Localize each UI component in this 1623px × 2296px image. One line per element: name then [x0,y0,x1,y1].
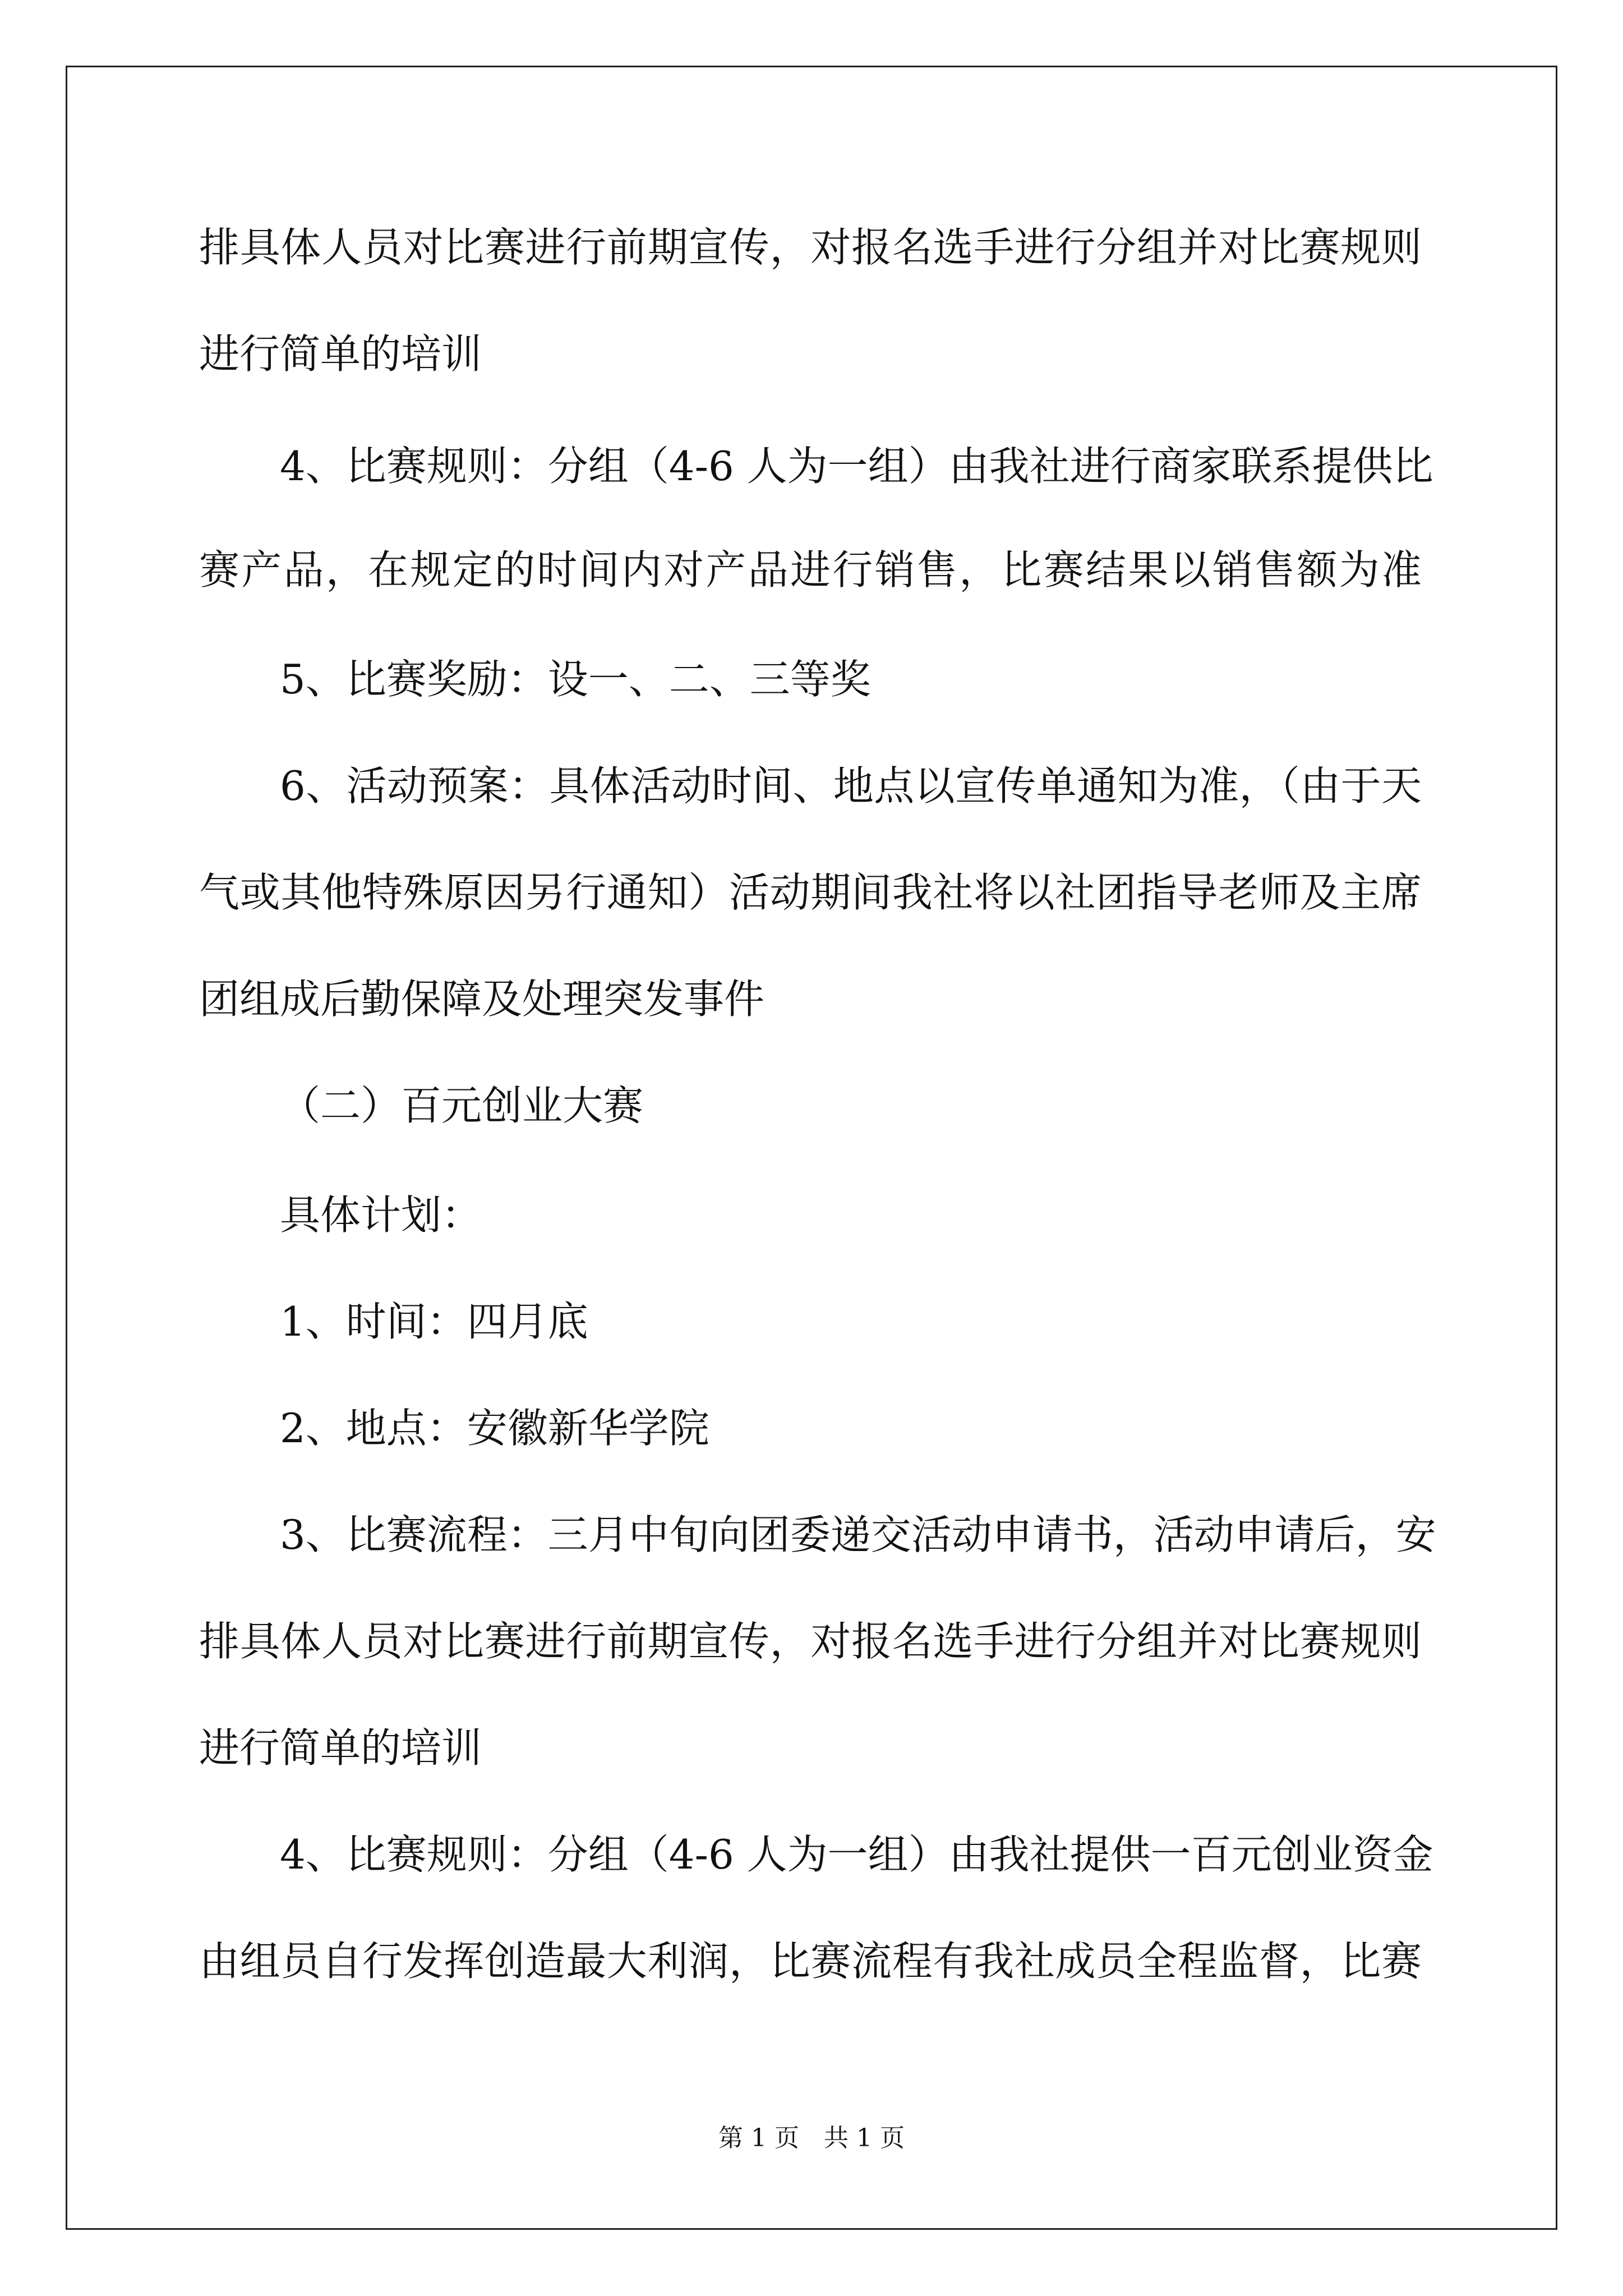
text-line: 进行简单的培训 [199,330,482,378]
text-line: 气或其他特殊原因另行通知）活动期间我社将以社团指导老师及主席 [199,869,1422,916]
text-line: 赛产品，在规定的时间内对产品进行销售，比赛结果以销售额为准 [199,546,1422,593]
text-line: 1、时间：四月底 [280,1298,588,1345]
text-line: 进行简单的培训 [199,1724,482,1772]
text-line: 2、地点：安徽新华学院 [280,1405,709,1452]
text-line: 由组员自行发挥创造最大利润，比赛流程有我社成员全程监督，比赛 [199,1938,1422,1985]
text-line: 4、比赛规则：分组（4-6 人为一组）由我社提供一百元创业资金 [280,1831,1433,1878]
text-line: 6、活动预案：具体活动时间、地点以宣传单通知为准，（由于天 [280,762,1422,809]
text-line: 5、比赛奖励：设一、二、三等奖 [280,656,871,703]
text-line: 团组成后勤保障及处理突发事件 [199,976,765,1023]
page-border [66,66,1557,2230]
text-line: 4、比赛规则：分组（4-6 人为一组）由我社进行商家联系提供比 [280,443,1433,490]
text-line: 排具体人员对比赛进行前期宣传，对报名选手进行分组并对比赛规则 [199,224,1422,271]
text-line: 排具体人员对比赛进行前期宣传，对报名选手进行分组并对比赛规则 [199,1618,1422,1665]
page-footer: 第 1 页 共 1 页 [718,2124,905,2152]
text-line: 3、比赛流程：三月中旬向团委递交活动申请书，活动申请后，安 [280,1511,1436,1558]
text-line: 具体计划： [280,1191,482,1239]
section-heading: （二）百元创业大赛 [280,1082,644,1129]
